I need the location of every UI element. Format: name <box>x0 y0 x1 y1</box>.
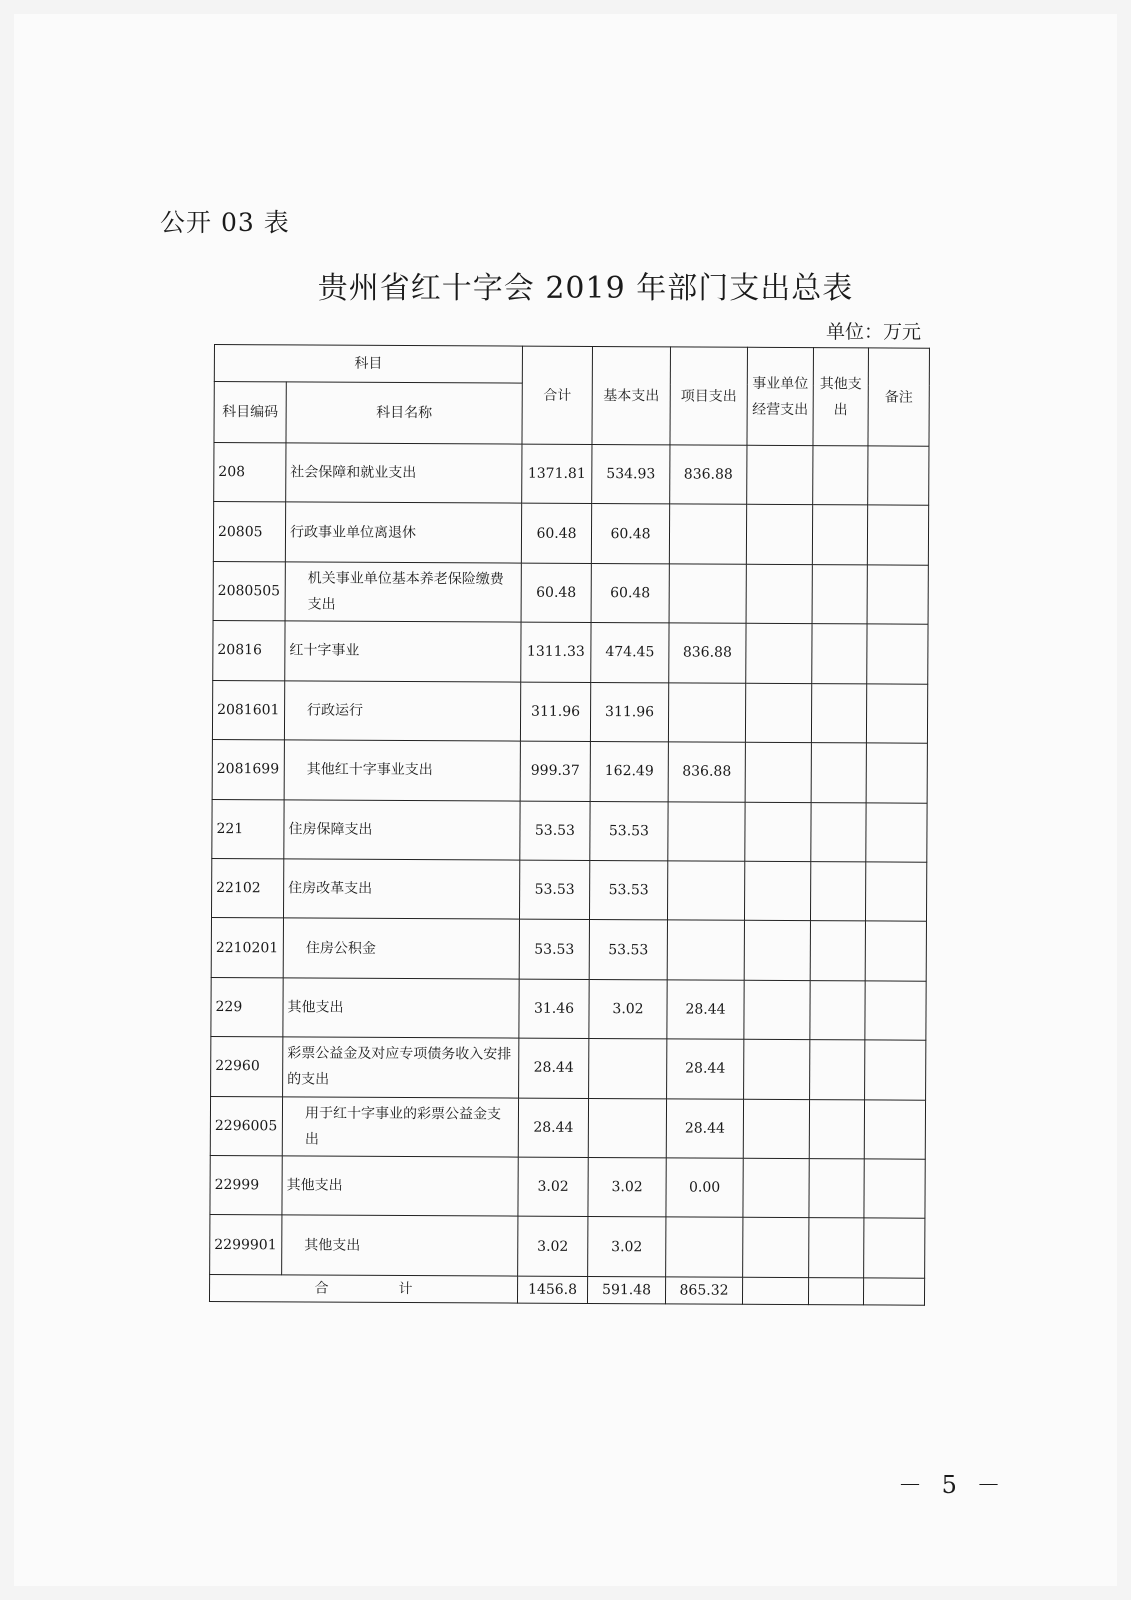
cell-remark <box>864 1218 925 1278</box>
cell-remark <box>864 1100 925 1160</box>
cell-other <box>810 980 865 1040</box>
cell-project <box>667 861 744 921</box>
cell-remark <box>866 684 927 744</box>
code-header: 科目编码 <box>214 382 286 443</box>
cell-total: 53.53 <box>520 801 590 861</box>
cell-business <box>746 505 812 565</box>
cell-name: 行政事业单位离退休 <box>285 502 521 563</box>
cell-project: 0.00 <box>666 1158 743 1218</box>
cell-code: 2296005 <box>210 1096 282 1156</box>
cell-code: 2080505 <box>213 561 285 621</box>
cell-remark <box>865 981 926 1041</box>
total-row-label: 合 计 <box>209 1274 517 1303</box>
cell-basic: 474.45 <box>591 623 669 683</box>
cell-other <box>810 862 865 922</box>
business-header: 事业单位经营支出 <box>747 347 814 445</box>
table-label: 公开 03 表 <box>160 208 290 237</box>
name-header: 科目名称 <box>286 382 522 444</box>
cell-code: 20816 <box>213 621 285 681</box>
cell-business <box>743 1158 809 1218</box>
cell-project: 28.44 <box>667 1039 744 1099</box>
cell-total: 1311.33 <box>521 622 591 682</box>
cell-remark <box>867 505 928 565</box>
cell-business <box>744 861 810 921</box>
table-row <box>210 1096 925 1159</box>
cell-other <box>812 564 867 624</box>
cell-basic: 3.02 <box>589 979 667 1039</box>
cell-name: 红十字事业 <box>285 621 521 682</box>
cell-other <box>809 1099 864 1159</box>
total-row-business <box>742 1277 808 1304</box>
cell-total: 53.53 <box>519 860 589 920</box>
table-row <box>212 740 927 803</box>
cell-business <box>747 445 813 505</box>
cell-basic: 162.49 <box>590 742 668 802</box>
total-row-remark <box>863 1278 924 1305</box>
cell-business <box>744 980 810 1040</box>
total-row-project: 865.32 <box>665 1277 742 1304</box>
cell-total: 53.53 <box>519 919 589 979</box>
cell-project <box>669 564 746 624</box>
cell-basic: 53.53 <box>590 801 668 861</box>
cell-code: 221 <box>212 799 284 859</box>
cell-total: 3.02 <box>518 1157 588 1217</box>
cell-code: 20805 <box>213 502 285 562</box>
other-header: 其他支出 <box>813 348 869 446</box>
cell-code: 2210201 <box>211 918 283 978</box>
cell-business <box>745 802 811 862</box>
cell-project: 836.88 <box>670 445 747 505</box>
cell-name: 住房改革支出 <box>283 859 519 920</box>
table-row <box>210 1215 925 1278</box>
cell-business <box>746 624 812 684</box>
unit-label: 单位：万元 <box>826 321 922 343</box>
basic-header: 基本支出 <box>592 346 671 444</box>
cell-name: 用于红十字事业的彩票公益金支出 <box>282 1097 518 1158</box>
cell-total: 60.48 <box>521 504 591 564</box>
cell-name: 其他支出 <box>282 1156 518 1217</box>
cell-business <box>745 742 811 802</box>
cell-project: 28.44 <box>666 1099 743 1159</box>
cell-project: 836.88 <box>669 623 746 683</box>
cell-basic: 3.02 <box>588 1158 666 1218</box>
cell-basic: 60.48 <box>591 563 669 623</box>
cell-name: 其他支出 <box>283 978 519 1039</box>
total-row-basic: 591.48 <box>587 1276 665 1303</box>
total-header: 合计 <box>522 346 593 444</box>
cell-business <box>743 1099 809 1159</box>
total-row <box>209 1274 924 1305</box>
cell-total: 28.44 <box>519 1038 589 1098</box>
cell-project: 836.88 <box>668 742 745 802</box>
cell-business <box>743 1218 809 1278</box>
table-body <box>210 443 929 1279</box>
remark-header: 备注 <box>868 348 930 446</box>
cell-name: 彩票公益金及对应专项债务收入安排的支出 <box>283 1037 519 1098</box>
cell-total: 311.96 <box>520 682 590 742</box>
cell-remark <box>866 802 927 862</box>
cell-name: 行政运行 <box>284 681 520 742</box>
cell-code: 22102 <box>211 858 283 918</box>
cell-project <box>667 920 744 980</box>
cell-basic: 3.02 <box>588 1217 666 1277</box>
cell-basic: 53.53 <box>589 920 667 980</box>
cell-other <box>812 624 867 684</box>
cell-remark <box>866 743 927 803</box>
cell-total: 31.46 <box>519 979 589 1039</box>
table-row <box>213 561 928 624</box>
cell-name: 其他红十字事业支出 <box>284 740 520 801</box>
cell-code: 229 <box>211 977 283 1037</box>
cell-remark <box>864 1159 925 1219</box>
table-row <box>214 443 929 506</box>
table-row <box>213 502 928 565</box>
cell-basic: 60.48 <box>591 504 669 564</box>
cell-name: 机关事业单位基本养老保险缴费支出 <box>285 562 521 623</box>
cell-name: 其他支出 <box>282 1215 518 1276</box>
cell-other <box>809 1218 864 1278</box>
table-row <box>211 918 926 981</box>
cell-total: 1371.81 <box>522 444 592 504</box>
cell-other <box>809 1159 864 1219</box>
table-row <box>213 621 928 684</box>
cell-name: 住房保障支出 <box>284 799 520 860</box>
table-row <box>211 1037 926 1100</box>
cell-other <box>811 802 866 862</box>
cell-remark <box>867 565 928 625</box>
cell-other <box>812 505 867 565</box>
cell-business <box>744 921 810 981</box>
cell-other <box>810 1040 865 1100</box>
cell-other <box>811 743 866 803</box>
cell-code: 22999 <box>210 1156 282 1216</box>
cell-project <box>668 801 745 861</box>
cell-remark <box>867 624 928 684</box>
expenditure-table <box>209 344 930 1306</box>
table-row <box>212 799 927 862</box>
total-row-total: 1456.8 <box>517 1276 587 1303</box>
total-row-other <box>808 1278 863 1305</box>
header-row-1 <box>214 345 929 386</box>
project-header: 项目支出 <box>670 347 748 445</box>
cell-project <box>668 683 745 743</box>
cell-remark <box>865 921 926 981</box>
subject-header: 科目 <box>214 345 522 384</box>
page-title: 贵州省红十字会 2019 年部门支出总表 <box>317 271 854 306</box>
cell-basic: 534.93 <box>592 444 670 504</box>
table-row <box>210 1156 925 1219</box>
page-number: － 5 － <box>898 1471 1007 1499</box>
cell-business <box>746 564 812 624</box>
cell-basic: 53.53 <box>589 860 667 920</box>
cell-project <box>666 1217 743 1277</box>
cell-total: 28.44 <box>518 1098 588 1158</box>
table-row <box>211 858 926 921</box>
table-row <box>211 977 926 1040</box>
cell-name: 住房公积金 <box>283 918 519 979</box>
cell-basic: 311.96 <box>590 682 668 742</box>
cell-basic <box>589 1039 667 1099</box>
cell-remark <box>865 862 926 922</box>
cell-remark <box>868 446 929 506</box>
cell-code: 2081601 <box>212 680 284 740</box>
cell-other <box>811 683 866 743</box>
table-row <box>212 680 927 743</box>
cell-total: 60.48 <box>521 563 591 623</box>
cell-total: 3.02 <box>518 1217 588 1277</box>
cell-code: 208 <box>214 443 286 503</box>
cell-project: 28.44 <box>667 980 744 1040</box>
cell-business <box>744 1040 810 1100</box>
cell-code: 22960 <box>211 1037 283 1097</box>
cell-other <box>813 446 868 506</box>
cell-code: 2081699 <box>212 740 284 800</box>
cell-business <box>745 683 811 743</box>
cell-project <box>669 504 746 564</box>
cell-other <box>810 921 865 981</box>
cell-code: 2299901 <box>210 1215 282 1275</box>
cell-basic <box>588 1098 666 1158</box>
cell-name: 社会保障和就业支出 <box>286 443 522 504</box>
cell-remark <box>865 1040 926 1100</box>
cell-total: 999.37 <box>520 741 590 801</box>
